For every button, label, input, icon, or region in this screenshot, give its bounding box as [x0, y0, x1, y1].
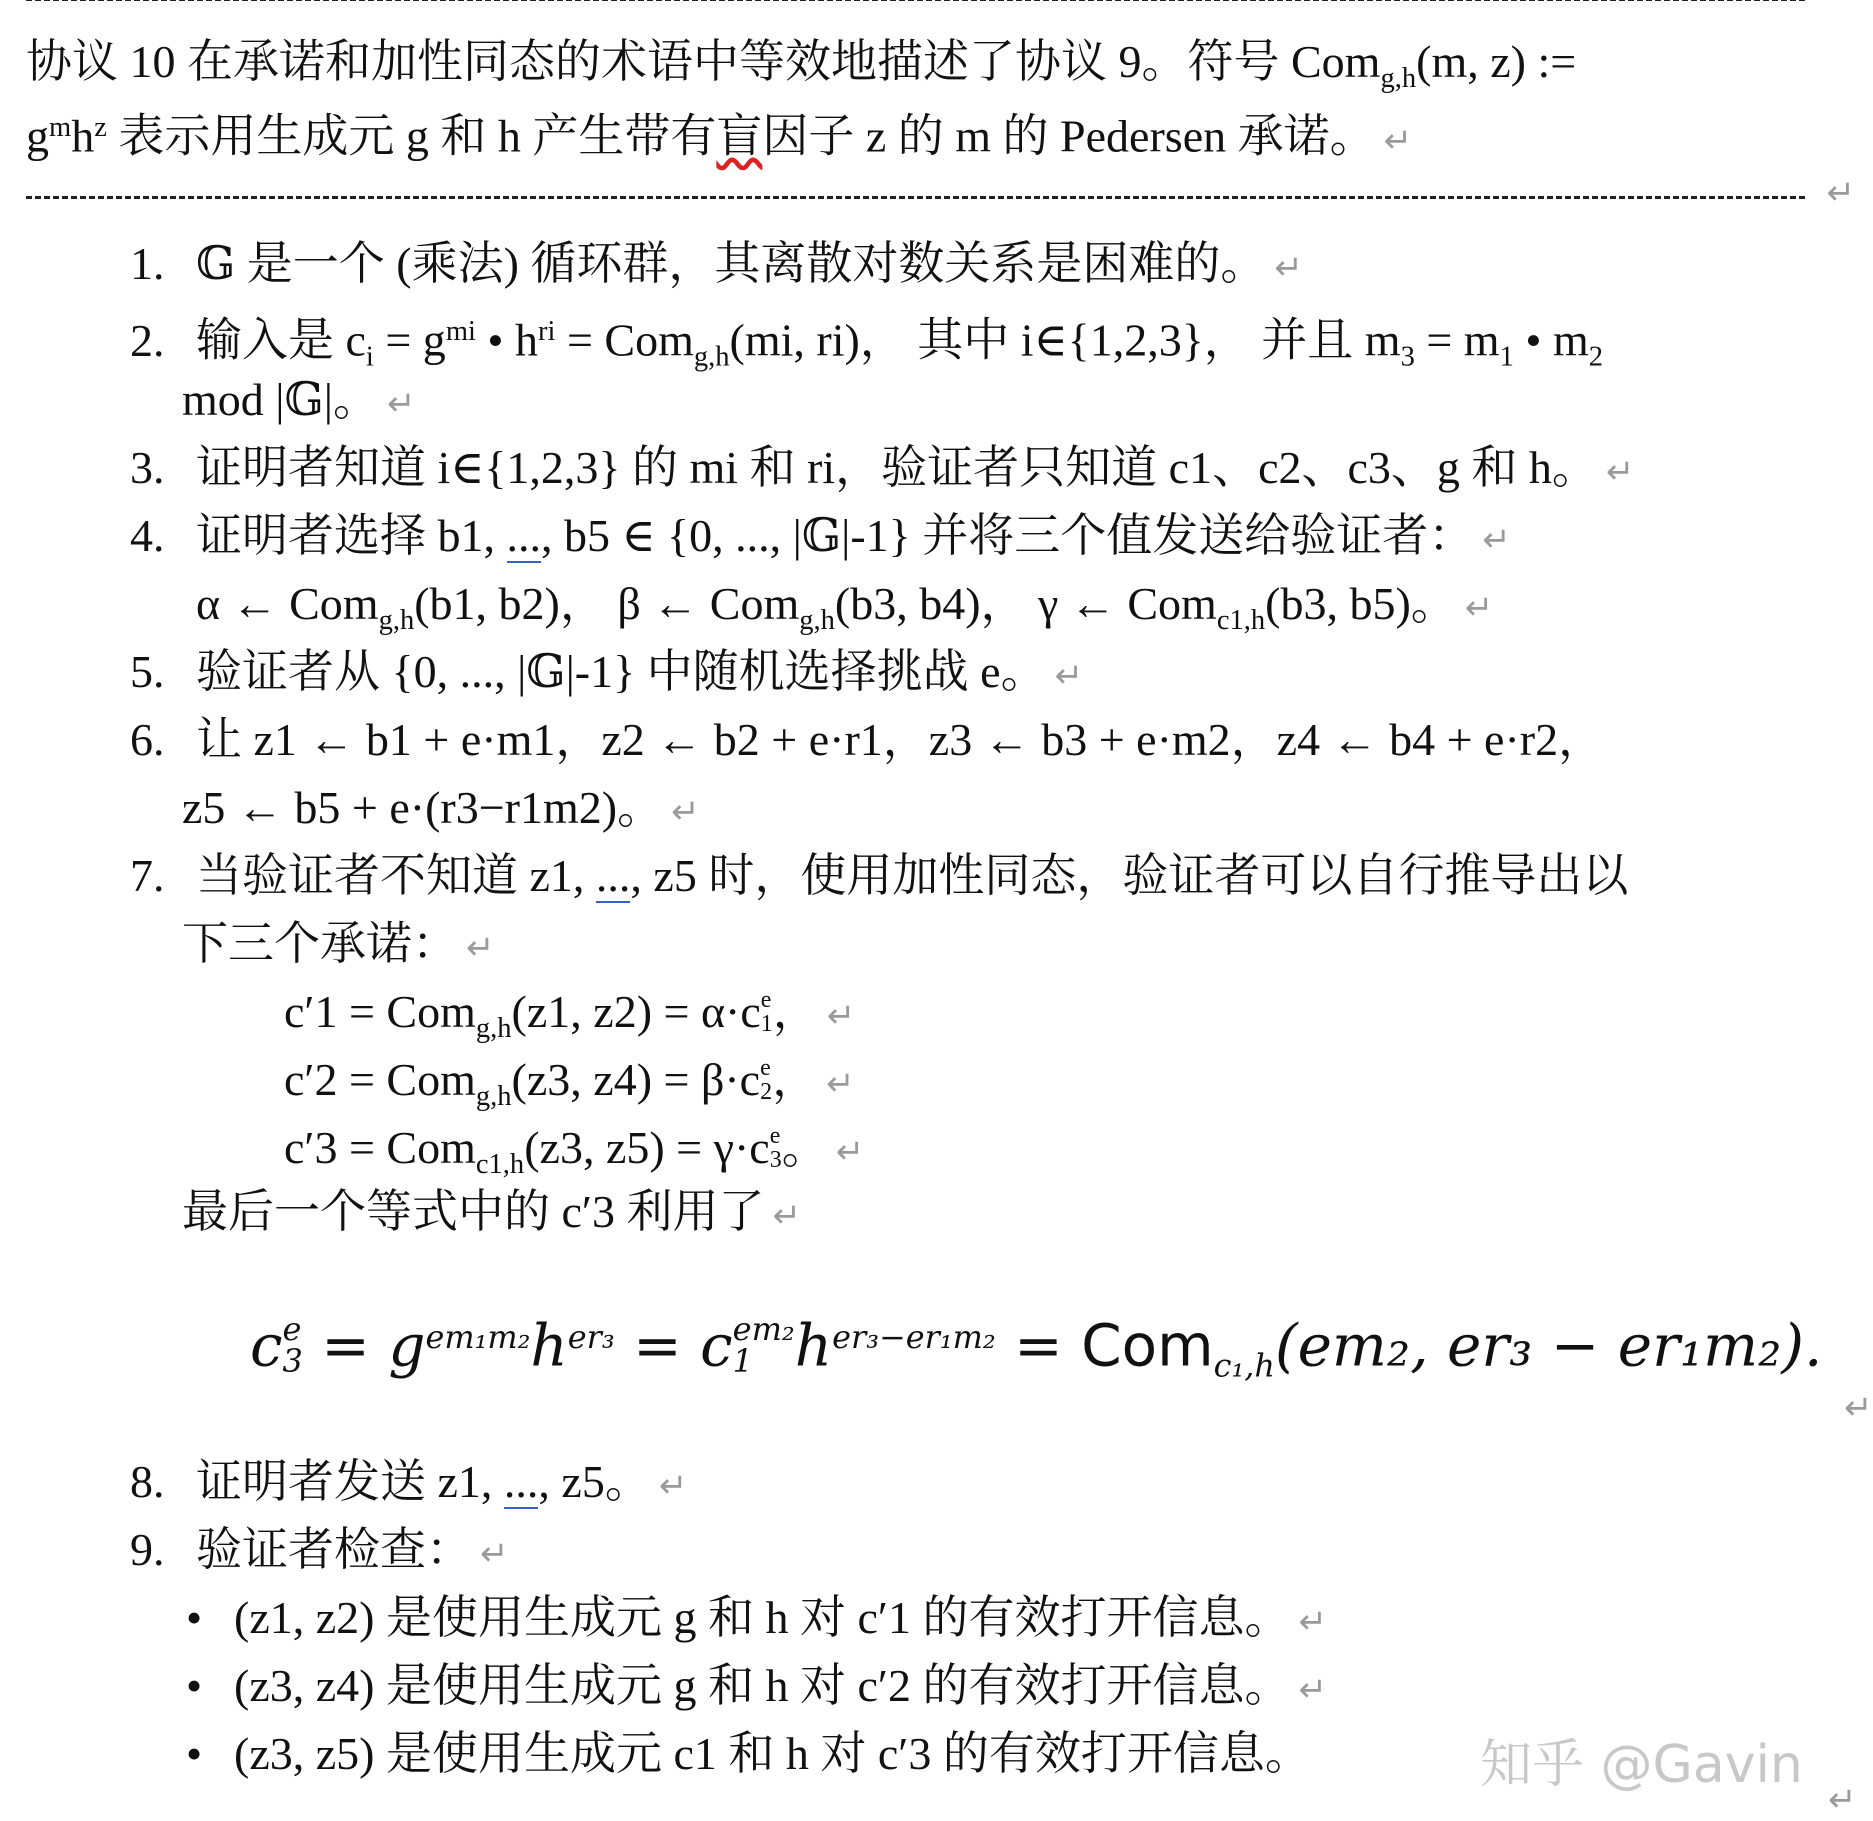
- return-mark-icon: ↵: [835, 1132, 865, 1172]
- return-mark-icon: ↵: [1605, 452, 1635, 492]
- spellcheck-word: 盲: [716, 110, 763, 162]
- return-mark-icon: ↵: [1274, 248, 1303, 288]
- step-4: 4. 证明者选择 b1, ..., b5 ∈ {0, ..., |𝔾|-1} 并将三个值发送给验证者： ↵: [130, 510, 1511, 561]
- commitment-c1: c′1 = Com$_{g,h}$(z1, z2) = α·c e 1 ， ↵: [284, 986, 856, 1044]
- return-mark-icon: ↵: [1464, 588, 1494, 628]
- step-8: 8. 证明者发送 z1, ..., z5。 ↵: [130, 1456, 688, 1507]
- step-6: 6. 让 z1 ← b1 + e·m1，z2 ← b2 + e·r1，z3 ← b3 + e·m2，z4 ← b4 + e·r2，: [130, 714, 1605, 765]
- last-equation-note: 最后一个等式中的 c′3 利用了 ↵: [182, 1186, 801, 1237]
- header-line-1: 协议 10 在承诺和加性同态的术语中等效地描述了协议 9。符号 Com$_{g,h}$(m, z) :=: [26, 36, 1577, 94]
- step-6-continuation: z5 ← b5 + e·(r3−r1m2)。 ↵: [182, 782, 700, 833]
- display-formula: c e 3 = $g^{em_1m_2}h^{er_3} = c$ em₂ 1 $h^{er_3-er_1m_2} = Com_{c_1,h}(em_2$, er₃ − er₁m₂).: [250, 1309, 1823, 1385]
- step-1: 1. 𝔾 是一个 (乘法) 循环群，其离散对数关系是困难的。 ↵: [130, 238, 1303, 289]
- step-4-commitments: α ← Com$_{g,h}$(b1, b2)， β ← Com$_{g,h}$(b3, b4)， γ ← Com$_{c1,h}$(b3, b5)。 ↵: [196, 578, 1494, 636]
- return-mark-icon: ↵: [1826, 173, 1855, 213]
- step-2-continuation: mod |𝔾|。 ↵: [182, 374, 416, 425]
- bullet-icon: •: [186, 1660, 203, 1711]
- dashed-separator: [26, 173, 1855, 213]
- return-mark-icon: ↵: [1383, 120, 1413, 161]
- return-mark-icon: ↵: [386, 384, 416, 424]
- check-bullet-2: • (z3, z4) 是使用生成元 g 和 h 对 c′2 的有效打开信息。 ↵: [186, 1658, 1327, 1718]
- underlined-ellipsis: ...: [503, 1456, 539, 1507]
- commitment-c3: c′3 = Com$_{c1,h}$(z3, z5) = γ·c e 3 。 ↵: [284, 1122, 865, 1180]
- step-9: 9. 验证者检查： ↵: [130, 1524, 509, 1575]
- return-mark-icon: ↵: [1298, 1602, 1327, 1642]
- step-7: 7. 当验证者不知道 z1, ..., z5 时，使用加性同态，验证者可以自行推导出以: [130, 850, 1629, 901]
- step-2: 2. 输入是 $c_i = g^{mi}$ • $h^{ri} = Com_{g,h}(mi$, ri)， 其中 i∈{1,2,3}， 并且 $m_3 = m_1$ • $m_2$: [130, 314, 1604, 373]
- step-3: 3. 证明者知道 i∈{1,2,3} 的 mi 和 ri，验证者只知道 c1、c2、c3、g 和 h。 ↵: [130, 442, 1635, 493]
- step-5: 5. 验证者从 {0, ..., |𝔾|-1} 中随机选择挑战 e。 ↵: [130, 646, 1084, 697]
- check-bullet-3: • (z3, z5) 是使用生成元 c1 和 h 对 c′3 的有效打开信息。: [186, 1726, 1311, 1782]
- return-mark-icon: ↵: [1054, 656, 1084, 696]
- step-7-continuation: 下三个承诺： ↵: [182, 918, 495, 969]
- return-mark-icon: ↵: [1482, 520, 1511, 560]
- bullet-icon: •: [186, 1592, 203, 1643]
- return-mark-icon: ↵: [826, 1064, 855, 1104]
- commitment-c2: c′2 = Com$_{g,h}$(z3, z4) = β·c e 2 ， ↵: [284, 1054, 855, 1112]
- return-mark-icon: ↵: [1844, 1388, 1873, 1428]
- return-mark-icon: ↵: [1298, 1670, 1327, 1710]
- header-line-2: $g^mh^z$ 表示用生成元 g 和 h 产生带有盲因子 z 的 m 的 Pedersen 承诺。 ↵: [26, 110, 1413, 162]
- return-mark-icon: ↵: [1828, 1780, 1857, 1820]
- check-bullet-1: • (z1, z2) 是使用生成元 g 和 h 对 c′1 的有效打开信息。 ↵: [186, 1590, 1327, 1650]
- return-mark-icon: ↵: [480, 1534, 509, 1574]
- zhihu-watermark: 知乎 @Gavin: [1480, 1735, 1803, 1795]
- bullet-icon: •: [186, 1728, 203, 1779]
- top-dashed-separator: [26, 0, 1805, 1]
- return-mark-icon: ↵: [772, 1196, 801, 1236]
- return-mark-icon: ↵: [826, 996, 856, 1036]
- underlined-ellipsis: ...: [506, 510, 541, 561]
- return-mark-icon: ↵: [658, 1466, 688, 1506]
- underlined-ellipsis: ...: [595, 850, 631, 901]
- return-mark-icon: ↵: [671, 792, 700, 832]
- return-mark-icon: ↵: [466, 928, 495, 968]
